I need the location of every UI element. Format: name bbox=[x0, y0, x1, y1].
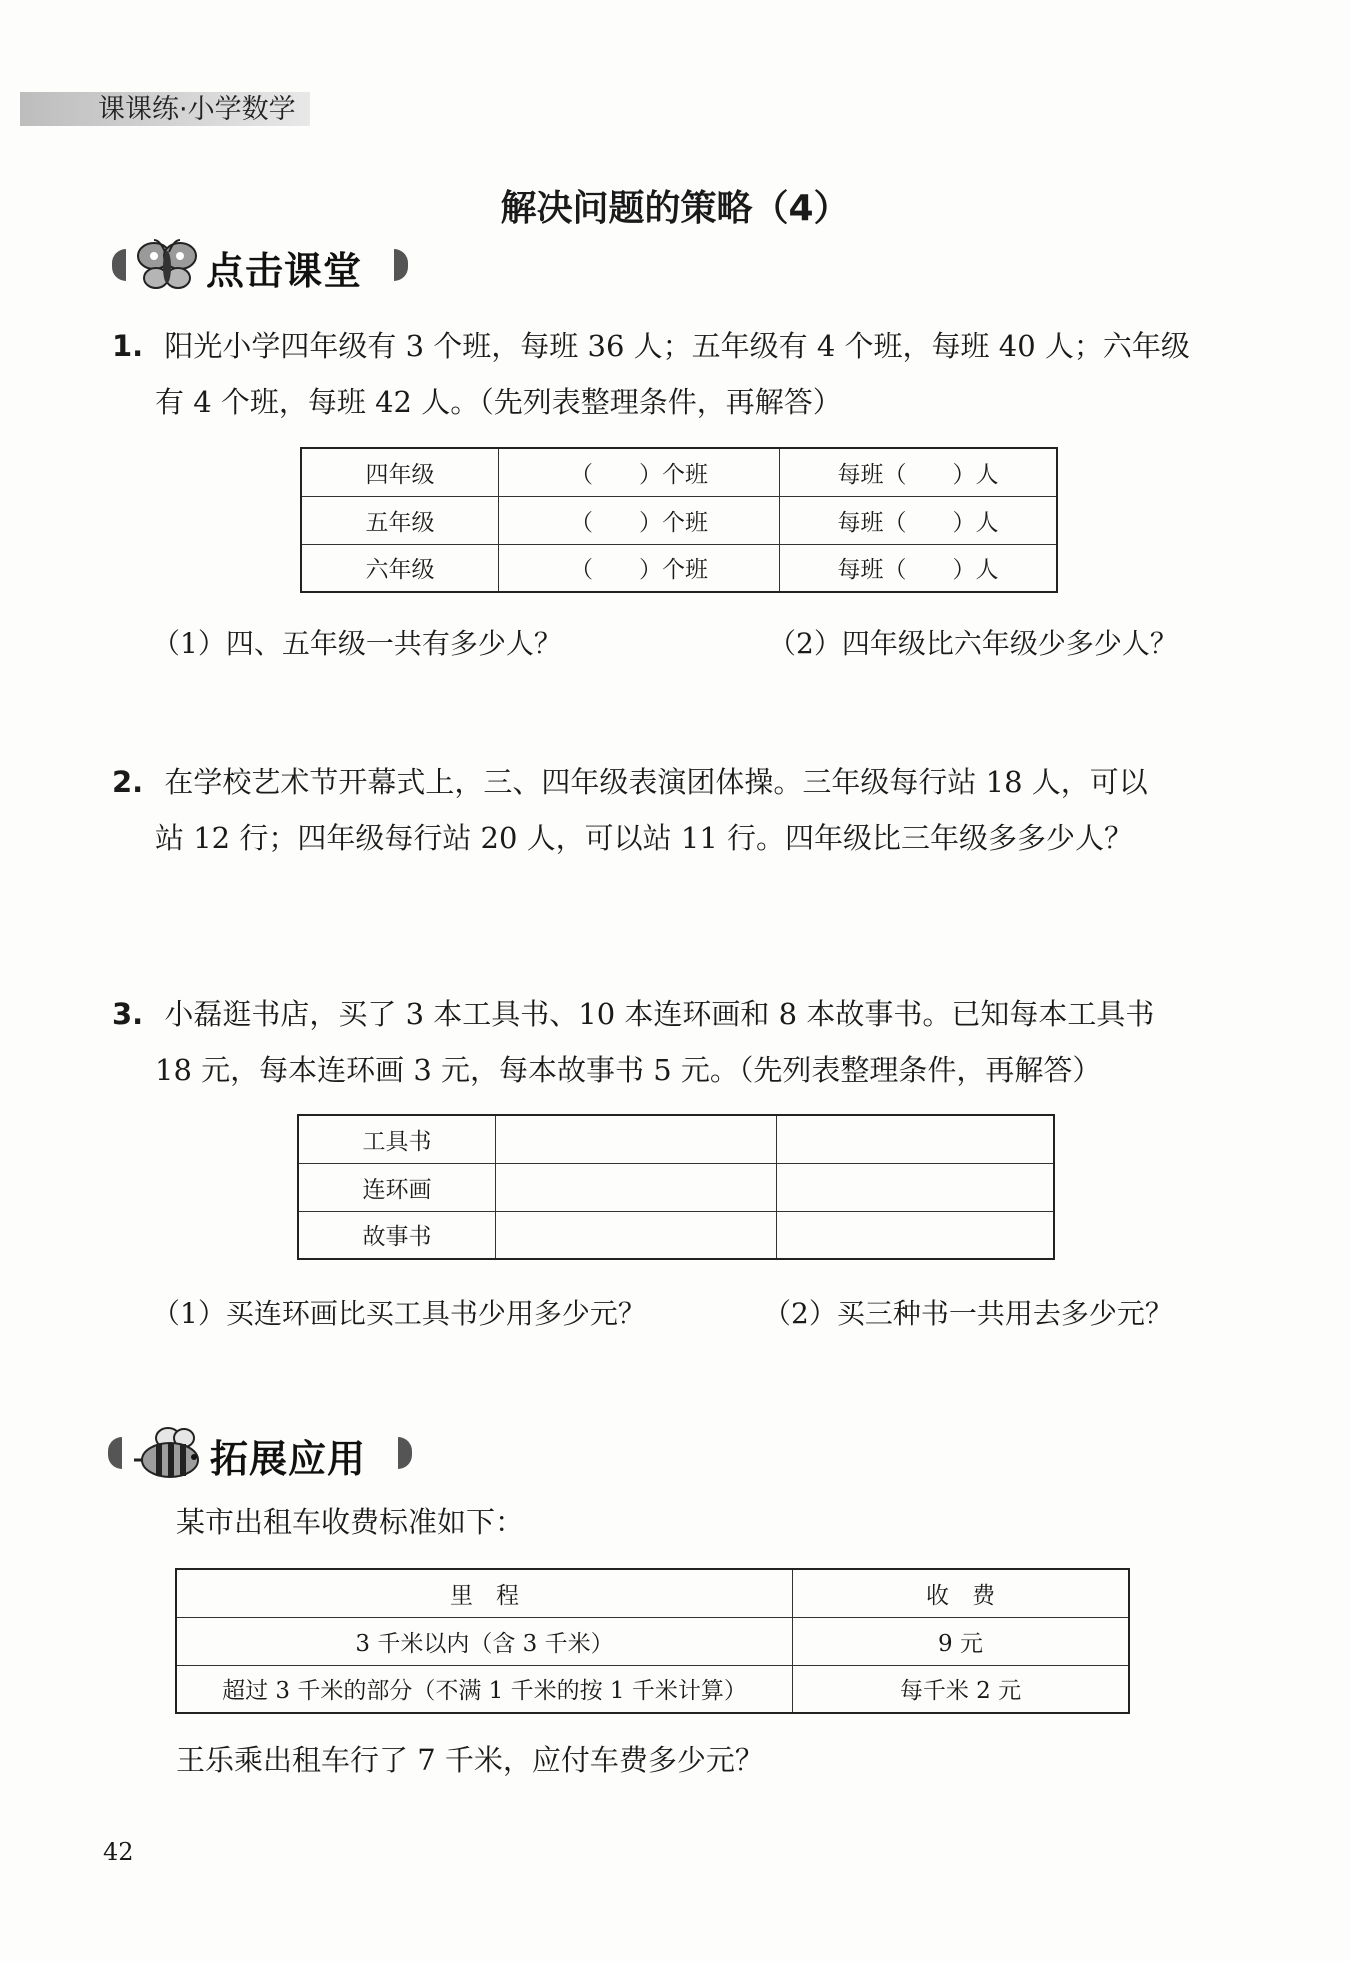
problem-2-text-1: 在学校艺术节开幕式上，三、四年级表演团体操。三年级每行站 18 人，可以 bbox=[164, 765, 1148, 799]
right-bracket-icon bbox=[394, 249, 408, 281]
page-title: 解决问题的策略（4） bbox=[500, 188, 850, 229]
section-heading-extension bbox=[108, 1428, 418, 1481]
table-cell-empty bbox=[496, 1115, 777, 1163]
table-row bbox=[298, 1163, 1054, 1211]
table-cell: 每千米 2 元 bbox=[793, 1665, 1130, 1713]
table-cell: 六年级 bbox=[301, 544, 499, 592]
table-cell: 故事书 bbox=[298, 1211, 496, 1259]
problem-1-number: 1. bbox=[112, 329, 144, 363]
table-row bbox=[301, 496, 1057, 544]
table-cell: 每班（ ）人 bbox=[780, 448, 1058, 496]
table-row bbox=[298, 1115, 1054, 1163]
section-title-practice: 点击课堂 bbox=[206, 249, 363, 293]
taxi-fare-table bbox=[175, 1568, 1130, 1714]
table-cell: 五年级 bbox=[301, 496, 499, 544]
table-cell: 连环画 bbox=[298, 1163, 496, 1211]
table-cell: 每班（ ）人 bbox=[780, 496, 1058, 544]
problem-2-text-2: 站 12 行；四年级每行站 20 人，可以站 11 行。四年级比三年级多多少人？ bbox=[155, 821, 1134, 855]
table-cell-empty bbox=[496, 1211, 777, 1259]
left-bracket-icon bbox=[112, 249, 126, 281]
butterfly-icon bbox=[132, 238, 202, 294]
problem-2-number: 2. bbox=[112, 765, 144, 799]
page-number: 42 bbox=[103, 1838, 134, 1866]
problem-3-question-2: （2）买三种书一共用去多少元？ bbox=[763, 1297, 1173, 1330]
table-cell-empty bbox=[777, 1211, 1055, 1259]
problem-1-line-1 bbox=[112, 318, 1190, 374]
table-cell-empty bbox=[496, 1163, 777, 1211]
table-cell: 每班（ ）人 bbox=[780, 544, 1058, 592]
table-cell: 超过 3 千米的部分（不满 1 千米的按 1 千米计算） bbox=[176, 1665, 793, 1713]
section-title-extension: 拓展应用 bbox=[210, 1437, 367, 1481]
table-header-cell: 里 程 bbox=[176, 1569, 793, 1617]
problem-3-line-1 bbox=[112, 986, 1154, 1042]
problem-1-text-1: 阳光小学四年级有 3 个班，每班 36 人；五年级有 4 个班，每班 40 人；六年级 bbox=[164, 329, 1190, 363]
table-cell-empty bbox=[777, 1163, 1055, 1211]
problem-3-number: 3. bbox=[112, 997, 144, 1031]
table-row bbox=[301, 544, 1057, 592]
right-bracket-icon bbox=[398, 1437, 412, 1469]
problem-1-text-2: 有 4 个班，每班 42 人。（先列表整理条件，再解答） bbox=[155, 385, 842, 419]
table-row bbox=[176, 1617, 1129, 1665]
table-row bbox=[301, 448, 1057, 496]
table-cell: （ ）个班 bbox=[499, 544, 780, 592]
problem-1-question-1: （1）四、五年级一共有多少人？ bbox=[152, 627, 562, 660]
table-row bbox=[176, 1569, 1129, 1617]
extension-question: 王乐乘出租车行了 7 千米，应付车费多少元？ bbox=[176, 1743, 764, 1777]
table-cell: （ ）个班 bbox=[499, 496, 780, 544]
table-cell-empty bbox=[777, 1115, 1055, 1163]
problem-2-line-1 bbox=[112, 754, 1148, 810]
left-bracket-icon bbox=[108, 1437, 122, 1469]
problem-1-table bbox=[300, 447, 1058, 593]
table-cell: 四年级 bbox=[301, 448, 499, 496]
problem-1-question-2: （2）四年级比六年级少多少人？ bbox=[768, 627, 1178, 660]
section-heading-practice bbox=[112, 240, 422, 293]
table-row bbox=[176, 1665, 1129, 1713]
bee-icon bbox=[126, 1424, 206, 1482]
problem-3-question-1: （1）买连环画比买工具书少用多少元？ bbox=[152, 1297, 646, 1330]
table-cell: 3 千米以内（含 3 千米） bbox=[176, 1617, 793, 1665]
problem-3-text-2: 18 元，每本连环画 3 元，每本故事书 5 元。（先列表整理条件，再解答） bbox=[155, 1053, 1102, 1087]
table-header-cell: 收 费 bbox=[793, 1569, 1130, 1617]
problem-3-table bbox=[297, 1114, 1055, 1260]
table-cell: 工具书 bbox=[298, 1115, 496, 1163]
table-cell: （ ）个班 bbox=[499, 448, 780, 496]
problem-3-text-1: 小磊逛书店，买了 3 本工具书、10 本连环画和 8 本故事书。已知每本工具书 bbox=[164, 997, 1155, 1031]
table-row bbox=[298, 1211, 1054, 1259]
book-title: 课课练·小学数学 bbox=[98, 94, 296, 125]
table-cell: 9 元 bbox=[793, 1617, 1130, 1665]
extension-intro: 某市出租车收费标准如下： bbox=[176, 1505, 525, 1539]
